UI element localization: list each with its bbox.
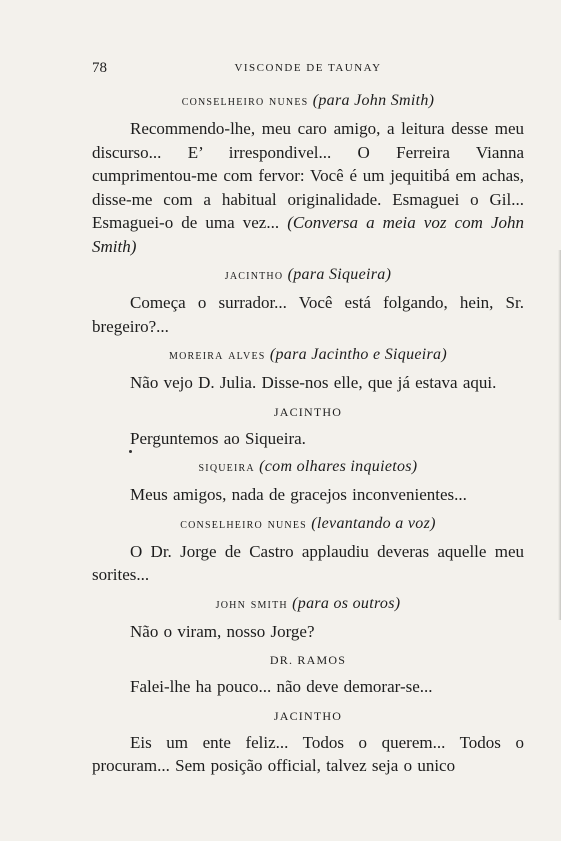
page-number: 78 — [92, 60, 107, 76]
stage-direction: (com olhares inquietos) — [259, 458, 418, 475]
speaker-name: john smith — [215, 596, 288, 612]
speaker-name: JACINTHO — [273, 404, 343, 419]
speaker-line — [92, 705, 524, 727]
speech — [92, 117, 524, 258]
speaker-name: conselheiro nunes — [180, 516, 307, 532]
speaker-line — [92, 649, 524, 671]
page-header — [92, 60, 524, 80]
speech: Começa o surrador... Você está folgando, hein, Sr. bregeiro?... — [92, 293, 524, 336]
speaker-line — [92, 401, 524, 423]
stage-direction: (para Siqueira) — [287, 266, 392, 283]
speaker-line — [92, 513, 524, 536]
speaker-line — [92, 344, 524, 367]
speaker-name: JACINTHO — [273, 708, 343, 723]
speech: O Dr. Jorge de Castro applaudiu deveras aquelle meu sorites... — [92, 541, 524, 584]
speech: Falei-lhe ha pouco... não deve demorar-se... — [130, 677, 433, 696]
speech: Perguntemos ao Siqueira. — [130, 428, 306, 448]
speaker-line — [92, 593, 524, 616]
speech: Meus amigos, nada de gracejos inconvenientes... — [130, 485, 467, 504]
speaker-name: siqueira — [198, 460, 255, 475]
speaker-name: moreira alves — [169, 348, 266, 363]
speaker-line — [92, 456, 524, 479]
stage-direction: (para Jacintho e Siqueira) — [269, 346, 447, 363]
speaker-name: conselheiro nunes — [181, 94, 309, 109]
speech: Não o viram, nosso Jorge? — [130, 621, 315, 641]
speaker-name: DR. RAMOS — [269, 653, 347, 667]
speech: Eis um ente feliz... Todos o querem... Todos o procuram... Sem posição official, talvez seja o unico — [92, 732, 524, 775]
ink-speck — [129, 450, 132, 453]
speech-text: Recommendo-lhe, meu caro amigo, a leitura desse meu discurso... E’ irrespondivel... O Ferreira Vianna cumprimentou-me com fervor: Você é um jequitibá em achas, disse-me com a habitual originalidade. Esmaguei o Gil... Esmaguei-o de uma vez... — [92, 119, 524, 232]
speaker-name: jacintho — [224, 268, 284, 283]
speaker-line — [92, 264, 524, 287]
speech: Não vejo D. Julia. Disse-nos elle, que já estava aqui. — [130, 373, 497, 392]
running-head: VISCONDE DE TAUNAY — [234, 62, 382, 74]
speaker-line — [92, 90, 524, 113]
stage-direction: (levantando a voz) — [311, 514, 436, 532]
stage-direction: (Conversa a meia voz com John Smith) — [92, 213, 524, 256]
page-text — [92, 90, 524, 778]
stage-direction: (para John Smith) — [312, 92, 435, 109]
stage-direction: (para os outros) — [292, 594, 401, 612]
